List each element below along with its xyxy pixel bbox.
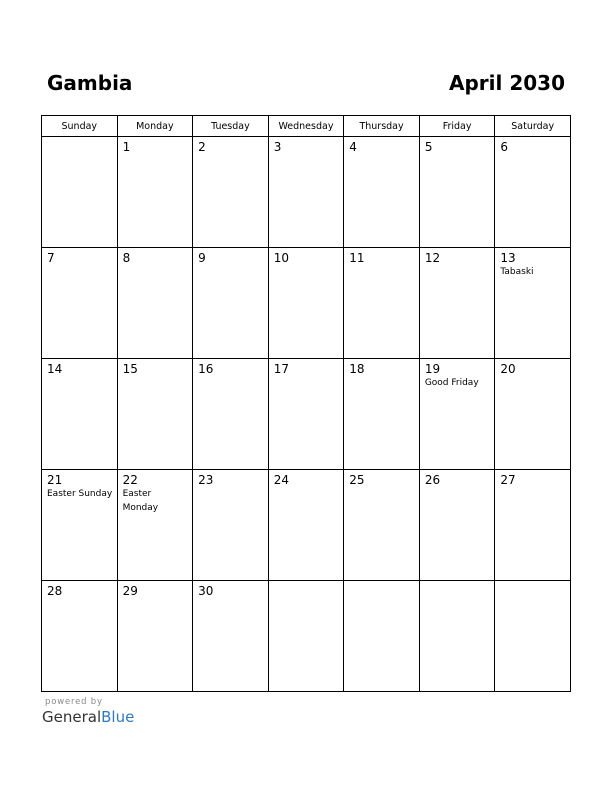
holiday-label: Good Friday — [424, 378, 479, 388]
day-number: 1 — [122, 140, 131, 154]
day-number: 7 — [47, 251, 55, 265]
day-number — [495, 581, 570, 584]
day-number: 23 — [198, 473, 214, 487]
day-cell — [193, 359, 269, 470]
day-cell — [42, 248, 118, 359]
holiday-label: Easter Sunday — [47, 489, 113, 499]
calendar-grid — [41, 115, 571, 692]
week-row — [42, 581, 571, 692]
week-row — [42, 359, 571, 470]
weekday-header: Saturday — [495, 116, 571, 137]
day-cell — [268, 248, 344, 359]
day-number: 29 — [122, 584, 138, 598]
day-cell — [419, 248, 495, 359]
day-cell — [344, 137, 420, 248]
day-number: 28 — [47, 584, 63, 598]
weekday-header: Sunday — [42, 116, 118, 137]
day-cell — [268, 581, 344, 692]
day-number: 25 — [349, 473, 365, 487]
day-cell — [495, 470, 571, 581]
day-number: 14 — [47, 362, 63, 376]
day-number: 19 — [424, 362, 441, 376]
week-row — [42, 470, 571, 581]
brand-logo[interactable] — [42, 708, 134, 726]
day-cell — [495, 359, 571, 470]
weekday-header: Monday — [117, 116, 193, 137]
day-cell — [42, 137, 118, 248]
day-cell — [419, 581, 495, 692]
day-cell — [193, 137, 269, 248]
day-number: 16 — [198, 362, 214, 376]
month-title: April 2030 — [449, 71, 565, 95]
day-cell — [344, 359, 420, 470]
day-cell — [268, 359, 344, 470]
day-number: 26 — [424, 473, 441, 487]
day-number: 24 — [273, 473, 289, 487]
day-number: 27 — [500, 473, 516, 487]
week-row — [42, 137, 571, 248]
day-number — [269, 581, 344, 584]
day-cell — [419, 137, 495, 248]
day-number: 2 — [198, 140, 206, 154]
day-cell — [117, 359, 193, 470]
day-number: 4 — [349, 140, 357, 154]
day-number: 9 — [198, 251, 206, 265]
day-cell — [117, 248, 193, 359]
day-cell — [495, 137, 571, 248]
day-cell — [117, 581, 193, 692]
day-number: 22 — [122, 473, 138, 487]
weekday-header: Wednesday — [268, 116, 344, 137]
brand-name-part1: General — [42, 708, 102, 726]
day-cell — [419, 470, 495, 581]
day-number: 30 — [198, 584, 214, 598]
day-number: 18 — [349, 362, 365, 376]
day-number: 3 — [273, 140, 282, 154]
day-number: 15 — [122, 362, 138, 376]
powered-by-text: powered by — [45, 697, 103, 707]
day-cell — [419, 359, 495, 470]
day-cell — [193, 581, 269, 692]
day-number: 21 — [47, 473, 63, 487]
day-number: 11 — [349, 251, 365, 265]
day-cell — [193, 470, 269, 581]
weekday-header: Thursday — [344, 116, 420, 137]
day-cell — [344, 248, 420, 359]
holiday-label: Tabaski — [500, 267, 534, 277]
day-number: 5 — [424, 140, 433, 154]
day-cell — [344, 470, 420, 581]
weekday-header: Friday — [419, 116, 495, 137]
day-number: 8 — [122, 251, 131, 265]
day-cell — [344, 581, 420, 692]
weekday-header: Tuesday — [193, 116, 269, 137]
day-cell — [268, 470, 344, 581]
day-number — [344, 581, 419, 584]
day-number — [420, 581, 495, 584]
day-cell — [117, 137, 193, 248]
brand-name-part2: Blue — [101, 708, 135, 726]
day-number: 6 — [500, 140, 509, 154]
week-row — [42, 248, 571, 359]
day-cell — [495, 248, 571, 359]
country-title: Gambia — [47, 71, 133, 95]
day-number: 13 — [500, 251, 516, 265]
day-cell — [42, 359, 118, 470]
day-number: 20 — [500, 362, 516, 376]
day-number: 12 — [424, 251, 441, 265]
weekday-header-row — [42, 116, 571, 137]
day-cell — [193, 248, 269, 359]
day-cell — [42, 470, 118, 581]
day-number — [42, 137, 117, 140]
day-cell — [268, 137, 344, 248]
day-cell — [117, 470, 193, 581]
day-cell — [42, 581, 118, 692]
holiday-label: Easter Monday — [122, 489, 159, 513]
day-cell — [495, 581, 571, 692]
day-number: 17 — [273, 362, 289, 376]
day-number: 10 — [273, 251, 289, 265]
